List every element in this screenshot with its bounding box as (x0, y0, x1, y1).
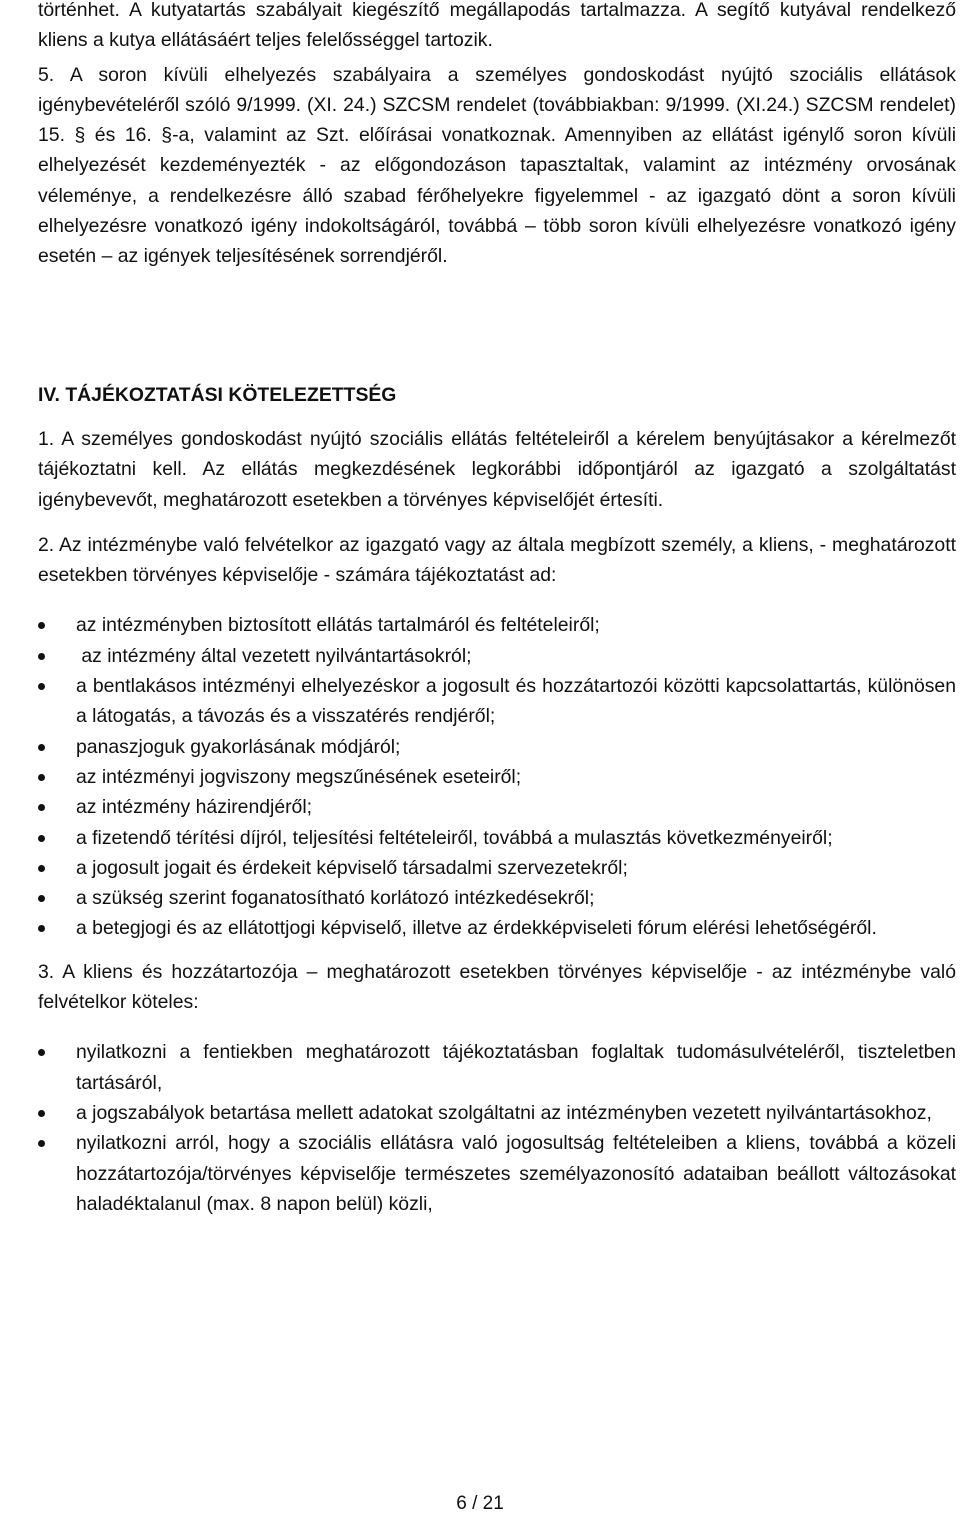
list-item-text: az intézmény által vezetett nyilvántartásokról; (76, 644, 472, 667)
list-item-text: a bentlakásos intézményi elhelyezéskor a jogosult és hozzátartozói közötti kapcsolattartás, különösen a látogatás, a távozás és a visszatérés rendjéről; (76, 675, 956, 728)
list-item-text: az intézményi jogviszony megszűnésének eseteiről; (76, 765, 522, 788)
list-item-text: az intézmény házirendjéről; (76, 796, 313, 819)
bullet-icon (38, 895, 45, 902)
bullet-icon (38, 622, 45, 629)
list-item-text: a szükség szerint foganatosítható korlátozó intézkedésekről; (76, 887, 595, 910)
paragraph-1: 1. A személyes gondoskodást nyújtó szociális ellátás feltételeiről a kérelem benyújtásakor a kérelmezőt tájékoztatni kell. Az ellátás megkezdésének legkorábbi időpontjáról az igazgató a szolgáltatást igénybevevőt, meghatározott esetekben a törvényes képviselőjét értesíti. (38, 427, 956, 511)
list-item (38, 762, 956, 792)
list-item (38, 1128, 956, 1219)
list-item (38, 883, 956, 913)
paragraph-5: 5. A soron kívüli elhelyezés szabályaira a személyes gondoskodást nyújtó szociális ellátások igénybevételéről szóló 9/1999. (XI. 24.) SZCSM rendelet (továbbiakban: 9/1999. (XI.24.) SZCSM rendelet) 15. § és 16. §-a, valamint az Szt. előírásai vonatkoznak. Amennyiben az ellátást igénylő soron kívüli elhelyezését kezdeményezték - az előgondozáson tapasztaltak, valamint az intézmény orvosának véleménye, a rendelkezésre álló szabad férőhelyekre figyelemmel - az igazgató dönt a soron kívüli elhelyezésre vonatkozó igény indokoltságáról, továbbá – több soron kívüli elhelyezésre vonatkozó igény esetén – az igények teljesítésének sorrendjéről. (38, 63, 956, 268)
list-item (38, 671, 956, 732)
bullet-icon (38, 683, 45, 690)
page-content (38, 0, 956, 1219)
list-item (38, 913, 956, 943)
list-item-text: a fizetendő térítési díjról, teljesítési feltételeiről, továbbá a mulasztás következményeiről; (76, 826, 833, 849)
bullet-icon (38, 1049, 45, 1056)
bullet-icon (38, 804, 45, 811)
bullet-icon (38, 835, 45, 842)
bullet-icon (38, 653, 45, 660)
list-item (38, 823, 956, 853)
list-item-text: az intézményben biztosított ellátás tartalmáról és feltételeiről; (76, 614, 600, 637)
bullet-icon (38, 744, 45, 751)
list-item (38, 792, 956, 822)
list-item-text: nyilatkozni arról, hogy a szociális ellátásra való jogosultság feltételeiben a kliens, továbbá a közeli hozzátartozója/törvényes képviselője természetes személyazonosító adataiban beállott változásokat haladéktalanul (max. 8 napon belül) közli, (76, 1132, 956, 1215)
bullet-icon (38, 1140, 45, 1147)
list-item-text: nyilatkozni a fentiekben meghatározott tájékoztatásban foglaltak tudomásulvételéről, tiszteletben tartásáról, (76, 1041, 956, 1094)
list-item (38, 732, 956, 762)
bullet-list-obligations (38, 1037, 956, 1219)
bullet-icon (38, 865, 45, 872)
list-item-text: panaszjoguk gyakorlásának módjáról; (76, 735, 401, 758)
paragraph-3: 3. A kliens és hozzátartozója – meghatározott esetekben törvényes képviselője - az intézménybe való felvételkor köteles: (38, 960, 956, 1014)
list-item (38, 610, 956, 640)
bullet-list-information (38, 610, 956, 943)
list-item (38, 853, 956, 883)
paragraph-2: 2. Az intézménybe való felvételkor az igazgató vagy az általa megbízott személy, a kliens, - meghatározott esetekben törvényes képviselője - számára tájékoztatást ad: (38, 533, 956, 587)
list-item (38, 1037, 956, 1098)
page-number: 6 / 21 (456, 1493, 504, 1514)
section-heading: IV. TÁJÉKOZTATÁSI KÖTELEZETTSÉG (38, 383, 397, 406)
bullet-icon (38, 1110, 45, 1117)
list-item-text: a jogszabályok betartása mellett adatokat szolgáltatni az intézményben vezetett nyilvántartásokhoz, (76, 1101, 932, 1124)
bullet-icon (38, 774, 45, 781)
list-item-text: a jogosult jogait és érdekeit képviselő társadalmi szervezetekről; (76, 856, 628, 879)
list-item (38, 641, 956, 671)
intro-paragraph: történhet. A kutyatartás szabályait kiegészítő megállapodás tartalmazza. A segítő kutyával rendelkező kliens a kutya ellátásáért teljes felelősséggel tartozik. (38, 0, 956, 52)
bullet-icon (38, 925, 45, 932)
list-item (38, 1098, 956, 1128)
list-item-text: a betegjogi és az ellátottjogi képviselő, illetve az érdekképviseleti fórum elérési lehetőségéről. (76, 917, 877, 940)
